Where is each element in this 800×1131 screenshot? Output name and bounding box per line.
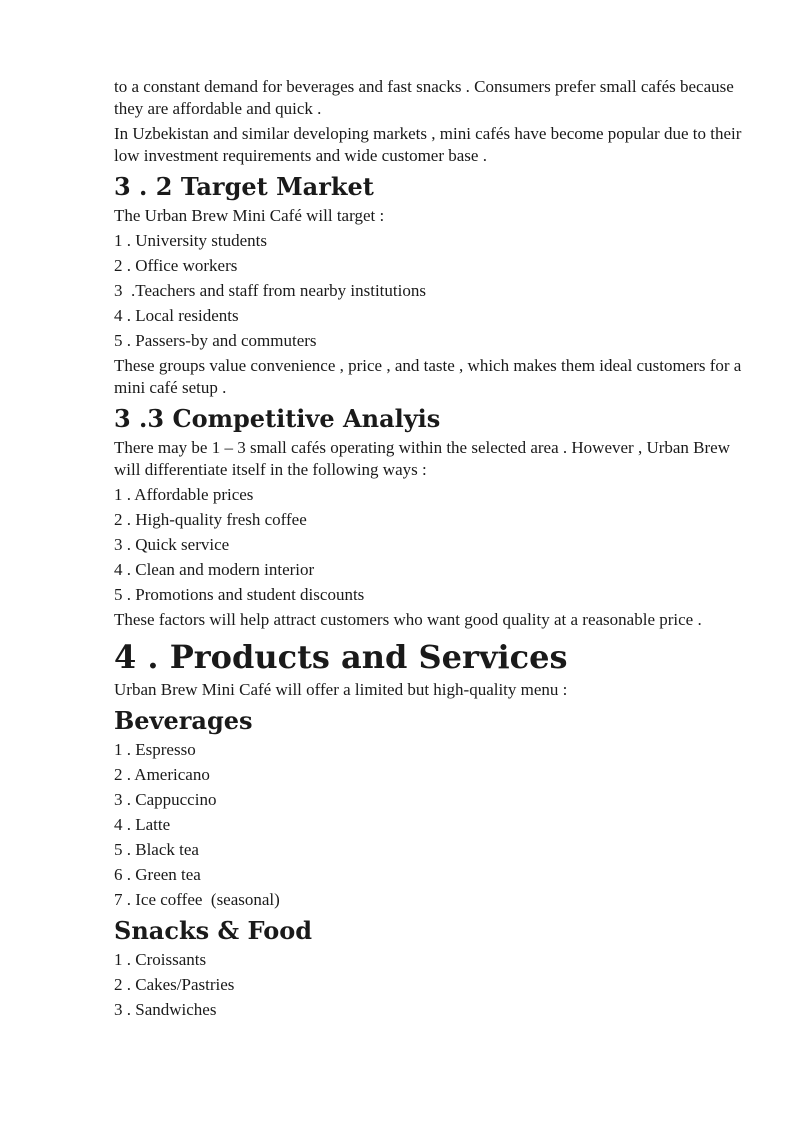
list-item: 1 . University students	[114, 231, 267, 250]
list-item: 2 . Office workers	[114, 256, 238, 275]
target-market-list	[114, 230, 754, 352]
snacks-food-heading: Snacks & Food	[114, 916, 312, 945]
intro-paragraph-1: to a constant demand for beverages and fast snacks . Consumers prefer small cafés because they are affordable and quick .	[114, 77, 734, 118]
competitive-lead: There may be 1 – 3 small cafés operating within the selected area . However , Urban Brew will differentiate itself in the following ways :	[114, 438, 731, 479]
list-item: 5 . Passers-by and commuters	[114, 331, 317, 350]
products-lead: Urban Brew Mini Café will offer a limited but high-quality menu :	[114, 680, 568, 699]
products-services-heading: 4 . Products and Services	[114, 638, 568, 676]
list-item: 3 . Quick service	[114, 535, 230, 554]
list-item: 2 . High-quality fresh coffee	[114, 510, 307, 529]
list-item: 5 . Promotions and student discounts	[114, 585, 365, 604]
list-item: 4 . Latte	[114, 815, 171, 834]
snacks-list	[114, 949, 754, 1021]
list-item: 4 . Clean and modern interior	[114, 560, 315, 579]
intro-paragraph-2: In Uzbekistan and similar developing markets , mini cafés have become popular due to their low investment requirements and wide customer base .	[114, 124, 742, 165]
competitive-analysis-heading: 3 .3 Competitive Analyis	[114, 404, 441, 433]
document-page	[114, 76, 754, 1024]
target-market-lead: The Urban Brew Mini Café will target :	[114, 206, 385, 225]
list-item: 3 . Cappuccino	[114, 790, 217, 809]
list-item: 7 . Ice coffee (seasonal)	[114, 890, 280, 909]
beverages-list	[114, 739, 754, 911]
competitive-closing: These factors will help attract customers who want good quality at a reasonable price .	[114, 610, 702, 629]
target-market-closing: These groups value convenience , price , and taste , which makes them ideal customers for a mini café setup .	[114, 356, 742, 397]
competitive-list	[114, 484, 754, 606]
list-item: 5 . Black tea	[114, 840, 199, 859]
beverages-heading: Beverages	[114, 706, 253, 735]
list-item: 2 . Americano	[114, 765, 210, 784]
list-item: 3 . Sandwiches	[114, 1000, 217, 1019]
list-item: 1 . Croissants	[114, 950, 207, 969]
list-item: 1 . Espresso	[114, 740, 196, 759]
list-item: 1 . Affordable prices	[114, 485, 254, 504]
list-item: 4 . Local residents	[114, 306, 239, 325]
list-item: 2 . Cakes/Pastries	[114, 975, 235, 994]
target-market-heading: 3 . 2 Target Market	[114, 172, 374, 201]
list-item: 3 .Teachers and staff from nearby institutions	[114, 281, 426, 300]
list-item: 6 . Green tea	[114, 865, 201, 884]
